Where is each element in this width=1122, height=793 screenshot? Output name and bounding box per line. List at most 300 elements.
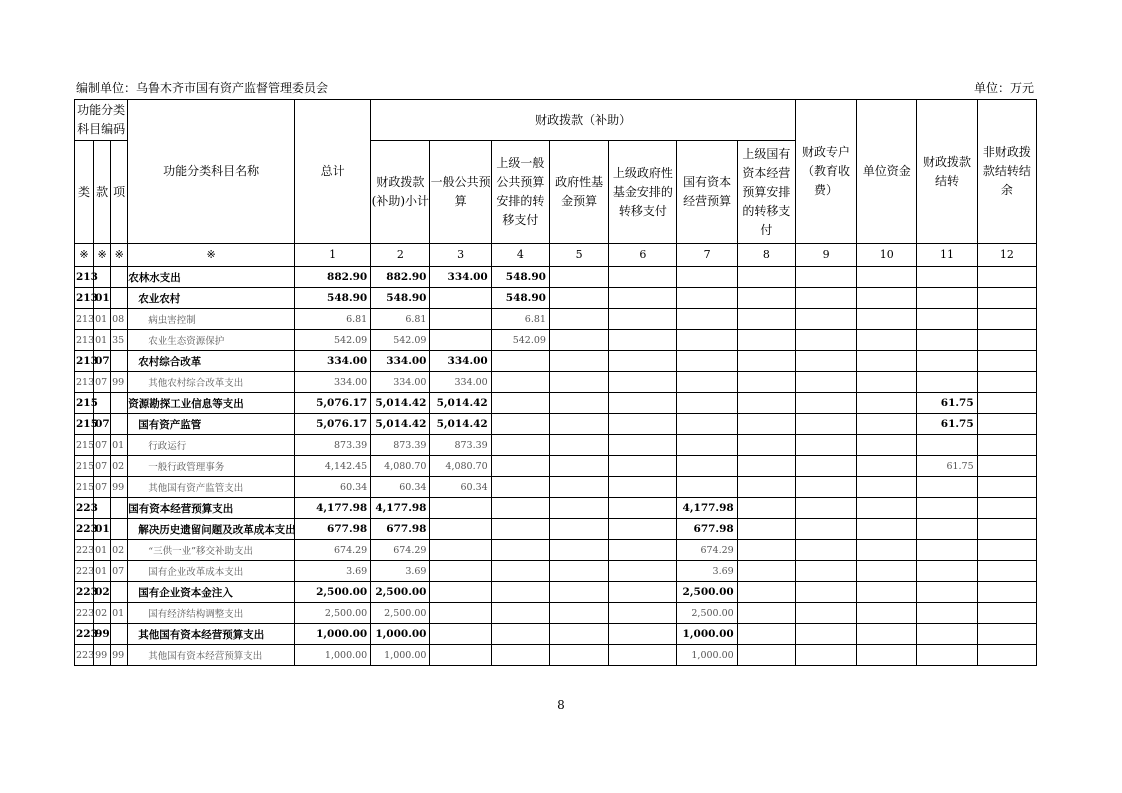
value-cell xyxy=(917,519,977,540)
value-cell xyxy=(795,351,856,372)
value-cell xyxy=(677,393,737,414)
value-cell xyxy=(491,498,549,519)
col3-header: 一般公共预算 xyxy=(430,141,491,244)
value-cell xyxy=(795,456,856,477)
xiang-header: 项 xyxy=(111,141,128,244)
xiang-cell: 02 xyxy=(111,540,128,561)
kuan-cell: 01 xyxy=(94,519,111,540)
lei-cell: 223 xyxy=(75,645,94,666)
value-cell xyxy=(977,393,1036,414)
value-cell xyxy=(737,288,795,309)
value-cell xyxy=(609,288,677,309)
marker-cell: 5 xyxy=(549,244,608,267)
value-cell: 548.90 xyxy=(491,267,549,288)
value-cell xyxy=(609,498,677,519)
value-cell xyxy=(795,603,856,624)
col7-header: 国有资本经营预算 xyxy=(677,141,737,244)
value-cell xyxy=(491,519,549,540)
value-cell xyxy=(677,309,737,330)
marker-cell: 1 xyxy=(294,244,370,267)
value-cell xyxy=(430,603,491,624)
budget-table xyxy=(74,99,1037,666)
value-cell xyxy=(857,582,917,603)
value-cell xyxy=(430,498,491,519)
document-header xyxy=(76,79,1034,97)
header-row-group xyxy=(75,100,1037,141)
value-cell xyxy=(549,288,608,309)
value-cell xyxy=(609,561,677,582)
value-cell xyxy=(795,477,856,498)
lei-cell: 213 xyxy=(75,288,94,309)
value-cell: 548.90 xyxy=(294,288,370,309)
value-cell: 6.81 xyxy=(371,309,430,330)
item-name-cell: 解决历史遗留问题及改革成本支出 xyxy=(128,519,295,540)
lei-cell: 223 xyxy=(75,561,94,582)
xiang-cell: 02 xyxy=(111,456,128,477)
value-cell xyxy=(795,435,856,456)
lei-cell: 223 xyxy=(75,624,94,645)
value-cell xyxy=(977,330,1036,351)
value-cell: 6.81 xyxy=(294,309,370,330)
value-cell: 873.39 xyxy=(430,435,491,456)
value-cell: 5,014.42 xyxy=(430,414,491,435)
col6-header: 上级政府性基金安排的转移支付 xyxy=(609,141,677,244)
value-cell: 882.90 xyxy=(294,267,370,288)
lei-cell: 215 xyxy=(75,393,94,414)
value-cell: 5,076.17 xyxy=(294,393,370,414)
value-cell: 334.00 xyxy=(294,351,370,372)
kuan-cell: 02 xyxy=(94,582,111,603)
item-name-cell: 其他国有资产监管支出 xyxy=(128,477,295,498)
value-cell xyxy=(549,330,608,351)
value-cell xyxy=(609,267,677,288)
value-cell: 542.09 xyxy=(371,330,430,351)
value-cell: 873.39 xyxy=(294,435,370,456)
marker-cell: 12 xyxy=(977,244,1036,267)
value-cell xyxy=(737,540,795,561)
xiang-cell: 99 xyxy=(111,645,128,666)
value-cell: 3.69 xyxy=(677,561,737,582)
marker-cell: 4 xyxy=(491,244,549,267)
total-header: 总计 xyxy=(294,100,370,244)
value-cell: 2,500.00 xyxy=(294,582,370,603)
value-cell xyxy=(549,540,608,561)
lei-cell: 215 xyxy=(75,477,94,498)
value-cell: 677.98 xyxy=(294,519,370,540)
value-cell xyxy=(491,351,549,372)
value-cell xyxy=(609,351,677,372)
value-cell xyxy=(917,540,977,561)
lei-cell: 213 xyxy=(75,351,94,372)
item-name-cell: 其他农村综合改革支出 xyxy=(128,372,295,393)
value-cell: 1,000.00 xyxy=(677,645,737,666)
value-cell: 1,000.00 xyxy=(294,624,370,645)
value-cell: 2,500.00 xyxy=(294,603,370,624)
value-cell: 5,014.42 xyxy=(430,393,491,414)
item-name-cell: 农林水支出 xyxy=(128,267,295,288)
value-cell xyxy=(917,498,977,519)
value-cell: 1,000.00 xyxy=(677,624,737,645)
value-cell xyxy=(430,519,491,540)
value-cell xyxy=(857,603,917,624)
marker-cell: ※ xyxy=(94,244,111,267)
kuan-cell: 99 xyxy=(94,624,111,645)
name-header: 功能分类科目名称 xyxy=(128,100,295,244)
value-cell xyxy=(549,582,608,603)
value-cell xyxy=(977,645,1036,666)
value-cell: 5,076.17 xyxy=(294,414,370,435)
value-cell xyxy=(857,309,917,330)
value-cell xyxy=(977,477,1036,498)
value-cell xyxy=(430,330,491,351)
value-cell xyxy=(737,267,795,288)
item-name-cell: 病虫害控制 xyxy=(128,309,295,330)
value-cell xyxy=(917,267,977,288)
item-name-cell: 国有资产监管 xyxy=(128,414,295,435)
value-cell xyxy=(491,435,549,456)
value-cell xyxy=(977,267,1036,288)
value-cell: 2,500.00 xyxy=(371,603,430,624)
kuan-header: 款 xyxy=(94,141,111,244)
value-cell xyxy=(609,624,677,645)
compiling-unit: 编制单位：乌鲁木齐市国有资产监督管理委员会 xyxy=(76,81,329,95)
kuan-cell: 01 xyxy=(94,309,111,330)
value-cell: 60.34 xyxy=(430,477,491,498)
value-cell: 674.29 xyxy=(677,540,737,561)
lei-cell: 215 xyxy=(75,435,94,456)
value-cell: 4,177.98 xyxy=(294,498,370,519)
value-cell xyxy=(977,414,1036,435)
value-cell xyxy=(737,393,795,414)
value-cell xyxy=(917,372,977,393)
value-cell xyxy=(491,372,549,393)
lei-cell: 215 xyxy=(75,414,94,435)
value-cell xyxy=(609,477,677,498)
value-cell xyxy=(430,288,491,309)
table-row xyxy=(75,372,1037,393)
table-row xyxy=(75,561,1037,582)
kuan-cell: 01 xyxy=(94,288,111,309)
kuan-cell: 02 xyxy=(94,603,111,624)
value-cell xyxy=(795,519,856,540)
value-cell xyxy=(609,393,677,414)
value-cell xyxy=(549,309,608,330)
value-cell xyxy=(549,477,608,498)
value-cell xyxy=(491,393,549,414)
lei-cell: 223 xyxy=(75,582,94,603)
value-cell: 542.09 xyxy=(491,330,549,351)
col10-header: 单位资金 xyxy=(857,100,917,244)
value-cell xyxy=(795,561,856,582)
item-name-cell: 农村综合改革 xyxy=(128,351,295,372)
xiang-cell xyxy=(111,498,128,519)
value-cell xyxy=(857,393,917,414)
value-cell xyxy=(737,603,795,624)
value-cell xyxy=(609,456,677,477)
table-row xyxy=(75,309,1037,330)
value-cell: 334.00 xyxy=(430,351,491,372)
value-cell xyxy=(857,477,917,498)
value-cell xyxy=(795,372,856,393)
value-cell xyxy=(857,519,917,540)
value-cell xyxy=(737,351,795,372)
value-cell xyxy=(737,372,795,393)
value-cell xyxy=(977,519,1036,540)
value-cell xyxy=(549,603,608,624)
value-cell xyxy=(857,288,917,309)
value-cell: 677.98 xyxy=(371,519,430,540)
value-cell xyxy=(857,414,917,435)
value-cell xyxy=(677,351,737,372)
col9-header: 财政专户（教育收费） xyxy=(795,100,856,244)
value-cell xyxy=(737,498,795,519)
kuan-cell: 07 xyxy=(94,372,111,393)
value-cell xyxy=(430,645,491,666)
value-cell: 334.00 xyxy=(294,372,370,393)
value-cell xyxy=(491,624,549,645)
value-cell xyxy=(737,477,795,498)
table-row xyxy=(75,624,1037,645)
marker-cell: ※ xyxy=(111,244,128,267)
value-cell xyxy=(549,645,608,666)
value-cell xyxy=(917,582,977,603)
value-cell xyxy=(609,519,677,540)
marker-cell: 7 xyxy=(677,244,737,267)
value-cell: 61.75 xyxy=(917,456,977,477)
value-cell xyxy=(795,582,856,603)
xiang-cell xyxy=(111,582,128,603)
value-cell xyxy=(977,540,1036,561)
value-cell xyxy=(977,456,1036,477)
value-cell: 5,014.42 xyxy=(371,393,430,414)
value-cell xyxy=(917,288,977,309)
table-row xyxy=(75,498,1037,519)
kuan-cell: 99 xyxy=(94,645,111,666)
value-cell: 674.29 xyxy=(371,540,430,561)
col12-header: 非财政拨款结转结余 xyxy=(977,100,1036,244)
kuan-cell: 07 xyxy=(94,477,111,498)
value-cell xyxy=(857,351,917,372)
value-cell xyxy=(857,624,917,645)
xiang-cell xyxy=(111,267,128,288)
value-cell xyxy=(549,624,608,645)
lei-cell: 223 xyxy=(75,519,94,540)
value-cell xyxy=(795,288,856,309)
value-cell: 3.69 xyxy=(371,561,430,582)
marker-cell: ※ xyxy=(128,244,295,267)
value-cell: 60.34 xyxy=(371,477,430,498)
value-cell xyxy=(737,582,795,603)
value-cell: 334.00 xyxy=(430,267,491,288)
table-row xyxy=(75,456,1037,477)
value-cell xyxy=(549,414,608,435)
value-cell xyxy=(677,267,737,288)
xiang-cell xyxy=(111,519,128,540)
value-cell xyxy=(549,351,608,372)
value-cell xyxy=(857,330,917,351)
xiang-cell: 08 xyxy=(111,309,128,330)
value-cell xyxy=(795,624,856,645)
value-cell xyxy=(491,456,549,477)
marker-cell: 6 xyxy=(609,244,677,267)
value-cell xyxy=(737,414,795,435)
marker-cell: 8 xyxy=(737,244,795,267)
value-cell xyxy=(677,372,737,393)
value-cell: 548.90 xyxy=(491,288,549,309)
value-cell: 674.29 xyxy=(294,540,370,561)
value-cell xyxy=(677,456,737,477)
value-cell xyxy=(549,372,608,393)
value-cell: 6.81 xyxy=(491,309,549,330)
item-name-cell: 国有企业资本金注入 xyxy=(128,582,295,603)
value-cell xyxy=(795,267,856,288)
value-cell: 2,500.00 xyxy=(677,582,737,603)
value-cell xyxy=(795,645,856,666)
value-cell xyxy=(857,561,917,582)
value-cell xyxy=(917,330,977,351)
value-cell xyxy=(491,477,549,498)
value-cell xyxy=(857,435,917,456)
table-row xyxy=(75,393,1037,414)
currency-unit: 单位：万元 xyxy=(973,81,1034,95)
value-cell: 3.69 xyxy=(294,561,370,582)
lei-cell: 215 xyxy=(75,456,94,477)
value-cell: 1,000.00 xyxy=(371,645,430,666)
value-cell xyxy=(677,288,737,309)
value-cell: 5,014.42 xyxy=(371,414,430,435)
col11-header: 财政拨款结转 xyxy=(917,100,977,244)
xiang-cell: 01 xyxy=(111,435,128,456)
value-cell xyxy=(491,582,549,603)
value-cell: 4,177.98 xyxy=(371,498,430,519)
value-cell xyxy=(609,372,677,393)
lei-cell: 213 xyxy=(75,372,94,393)
item-name-cell: 资源勘探工业信息等支出 xyxy=(128,393,295,414)
value-cell xyxy=(549,519,608,540)
value-cell xyxy=(491,414,549,435)
table-row xyxy=(75,477,1037,498)
value-cell xyxy=(977,351,1036,372)
page-number: 8 xyxy=(557,698,565,712)
lei-cell: 223 xyxy=(75,540,94,561)
value-cell: 61.75 xyxy=(917,393,977,414)
value-cell xyxy=(549,267,608,288)
value-cell xyxy=(549,393,608,414)
code-group-header: 功能分类科目编码 xyxy=(75,100,128,141)
value-cell xyxy=(491,561,549,582)
value-cell xyxy=(737,330,795,351)
value-cell: 334.00 xyxy=(371,351,430,372)
xiang-cell: 99 xyxy=(111,477,128,498)
value-cell xyxy=(609,582,677,603)
value-cell: 2,500.00 xyxy=(677,603,737,624)
value-cell xyxy=(609,435,677,456)
value-cell: 4,080.70 xyxy=(430,456,491,477)
value-cell: 334.00 xyxy=(371,372,430,393)
value-cell xyxy=(609,309,677,330)
value-cell xyxy=(795,393,856,414)
col8-header: 上级国有资本经营预算安排的转移支付 xyxy=(737,141,795,244)
kuan-cell: 01 xyxy=(94,540,111,561)
table-row xyxy=(75,519,1037,540)
value-cell xyxy=(917,477,977,498)
value-cell xyxy=(677,330,737,351)
value-cell xyxy=(857,540,917,561)
lei-cell: 223 xyxy=(75,498,94,519)
value-cell xyxy=(491,603,549,624)
value-cell xyxy=(857,456,917,477)
value-cell xyxy=(917,624,977,645)
budget-table-body xyxy=(75,267,1037,666)
kuan-cell: 07 xyxy=(94,435,111,456)
table-row xyxy=(75,540,1037,561)
lei-header: 类 xyxy=(75,141,94,244)
value-cell xyxy=(795,309,856,330)
xiang-cell: 01 xyxy=(111,603,128,624)
xiang-cell xyxy=(111,393,128,414)
value-cell: 873.39 xyxy=(371,435,430,456)
marker-cell: ※ xyxy=(75,244,94,267)
value-cell xyxy=(977,309,1036,330)
value-cell xyxy=(917,435,977,456)
value-cell xyxy=(977,288,1036,309)
item-name-cell: 其他国有资本经营预算支出 xyxy=(128,624,295,645)
value-cell: 61.75 xyxy=(917,414,977,435)
value-cell xyxy=(609,540,677,561)
value-cell xyxy=(977,435,1036,456)
table-row xyxy=(75,435,1037,456)
fiscal-group-header: 财政拨款（补助） xyxy=(371,100,796,141)
value-cell xyxy=(737,435,795,456)
lei-cell: 223 xyxy=(75,603,94,624)
value-cell xyxy=(609,414,677,435)
item-name-cell: 国有企业改革成本支出 xyxy=(128,561,295,582)
value-cell: 4,142.45 xyxy=(294,456,370,477)
lei-cell: 213 xyxy=(75,309,94,330)
value-cell xyxy=(917,603,977,624)
value-cell xyxy=(549,456,608,477)
value-cell xyxy=(977,624,1036,645)
value-cell: 677.98 xyxy=(677,519,737,540)
table-row xyxy=(75,330,1037,351)
xiang-cell xyxy=(111,414,128,435)
value-cell xyxy=(795,414,856,435)
value-cell xyxy=(549,561,608,582)
xiang-cell: 35 xyxy=(111,330,128,351)
item-name-cell: 行政运行 xyxy=(128,435,295,456)
value-cell xyxy=(430,309,491,330)
value-cell xyxy=(549,435,608,456)
marker-cell: 2 xyxy=(371,244,430,267)
value-cell xyxy=(430,561,491,582)
value-cell xyxy=(491,540,549,561)
marker-cell: 3 xyxy=(430,244,491,267)
value-cell xyxy=(609,330,677,351)
value-cell xyxy=(977,561,1036,582)
col4-header: 上级一般公共预算安排的转移支付 xyxy=(491,141,549,244)
value-cell: 2,500.00 xyxy=(371,582,430,603)
xiang-cell xyxy=(111,288,128,309)
item-name-cell: 国有资本经营预算支出 xyxy=(128,498,295,519)
value-cell xyxy=(677,414,737,435)
value-cell xyxy=(677,435,737,456)
value-cell xyxy=(917,309,977,330)
col5-header: 政府性基金预算 xyxy=(549,141,608,244)
lei-cell: 213 xyxy=(75,267,94,288)
value-cell xyxy=(737,309,795,330)
xiang-cell: 99 xyxy=(111,372,128,393)
table-row xyxy=(75,288,1037,309)
